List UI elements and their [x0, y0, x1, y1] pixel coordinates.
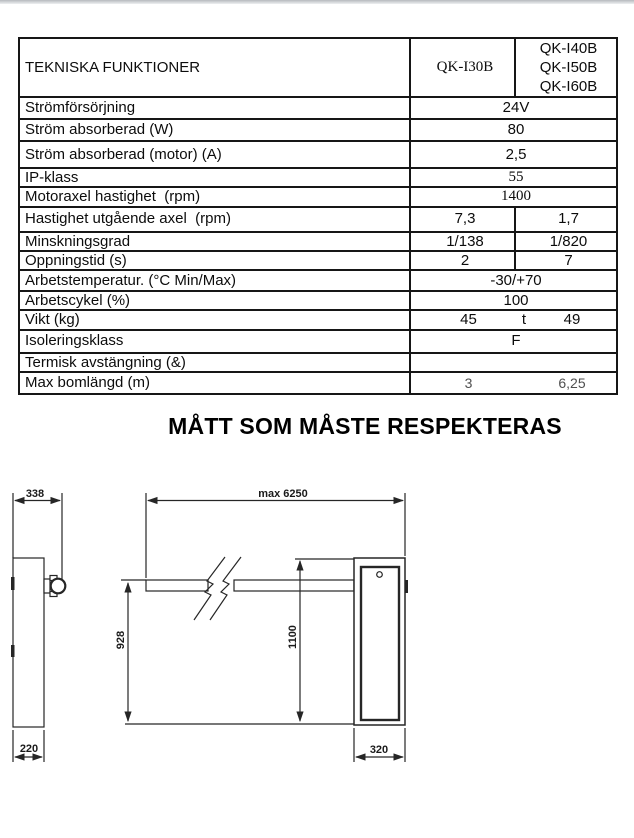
- table-row: [19, 310, 617, 329]
- model-col-a: QK-I30B: [410, 38, 515, 97]
- model-b-line: QK-I50B: [539, 59, 598, 76]
- spec-value: 1/138: [410, 232, 515, 251]
- table-row: [19, 330, 617, 353]
- model-col-b: [515, 38, 617, 97]
- spec-table: [18, 37, 618, 395]
- table-row: [19, 251, 617, 270]
- dim-cabinet-height-label: 1100: [287, 625, 299, 649]
- cabinet-side-tab: [405, 580, 409, 593]
- spec-value: 2,5: [410, 141, 617, 168]
- spec-value: 1,7: [515, 207, 617, 232]
- section-title: MÅTT SOM MÅSTE RESPEKTERAS: [168, 413, 562, 439]
- table-row: [19, 97, 617, 119]
- spec-value: 100: [410, 291, 617, 310]
- table-row: [19, 372, 617, 394]
- spec-label: Vikt (kg): [19, 310, 410, 329]
- table-row: [19, 291, 617, 310]
- table-row: [19, 141, 617, 168]
- spec-label: Hastighet utgående axel (rpm): [19, 207, 410, 232]
- table-row: [19, 187, 617, 206]
- cabinet-lock-hole: [377, 572, 383, 578]
- dim-cabinet-width-label: 320: [369, 744, 389, 756]
- spec-label: Ström absorberad (W): [19, 119, 410, 141]
- spec-label: Termisk avstängning (&): [19, 353, 410, 372]
- boom-arm-left-segment: [146, 580, 208, 591]
- spec-label: Isoleringsklass: [19, 330, 410, 353]
- dimension-drawing: [0, 480, 634, 790]
- spec-value: F: [410, 330, 617, 353]
- spec-value-range: 3 6,25: [410, 372, 617, 394]
- table-row: [19, 353, 617, 372]
- spec-label: Arbetscykel (%): [19, 291, 410, 310]
- spec-value: 1400: [410, 187, 617, 206]
- table-header-row: [19, 38, 617, 97]
- boom-arm-right-segment: [234, 580, 354, 591]
- dim-boom-height-label: 928: [115, 630, 127, 650]
- table-row: [19, 270, 617, 291]
- dim-side-base-label: 220: [19, 743, 39, 755]
- table-title: TEKNISKA FUNKTIONER: [19, 38, 410, 97]
- model-b-line: QK-I60B: [539, 78, 598, 95]
- spec-label: Ström absorberad (motor) (A): [19, 141, 410, 168]
- spec-value: 80: [410, 119, 617, 141]
- model-b-line: QK-I40B: [539, 40, 598, 57]
- spec-value: 2: [410, 251, 515, 270]
- table-row: [19, 168, 617, 187]
- spec-label: IP-klass: [19, 168, 410, 187]
- spec-label: Strömförsörjning: [19, 97, 410, 119]
- spec-value: 24V: [410, 97, 617, 119]
- spec-value: [410, 353, 617, 372]
- table-row: [19, 119, 617, 141]
- spec-label: Arbetstemperatur. (°C Min/Max): [19, 270, 410, 291]
- spec-value: 7,3: [410, 207, 515, 232]
- spec-label: Motoraxel hastighet (rpm): [19, 187, 410, 206]
- dim-side-width-label: 338: [25, 488, 45, 500]
- dim-boom-length-label: max 6250: [258, 488, 308, 500]
- side-hinge-mark: [11, 577, 15, 590]
- side-hinge-mark: [11, 645, 15, 657]
- spec-value-range: 45 t 49: [410, 310, 617, 329]
- table-row: [19, 232, 617, 251]
- cabinet-side-view: [13, 558, 44, 727]
- spec-value: 55: [410, 168, 617, 187]
- spec-value: 1/820: [515, 232, 617, 251]
- table-row: [19, 207, 617, 232]
- spec-label: Max bomlängd (m): [19, 372, 410, 394]
- page-top-edge: [0, 0, 634, 4]
- spec-label: Minskningsgrad: [19, 232, 410, 251]
- spec-value: 7: [515, 251, 617, 270]
- spec-label: Oppningstid (s): [19, 251, 410, 270]
- spec-value: -30/+70: [410, 270, 617, 291]
